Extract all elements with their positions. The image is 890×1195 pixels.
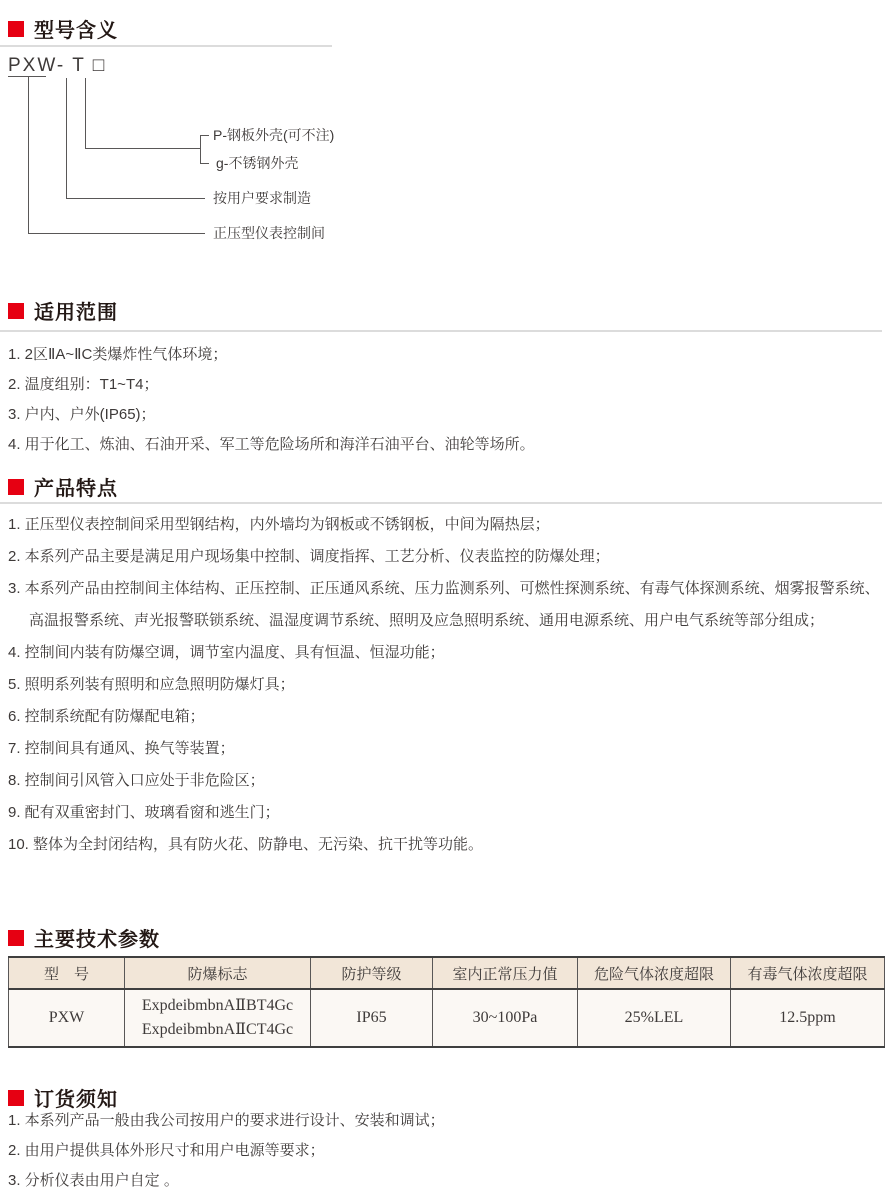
list-item: 1. 正压型仪表控制间采用型钢结构，内外墙均为钢板或不锈钢板，中间为隔热层； (8, 516, 550, 533)
list-item: 3. 分析仪表由用户自定 。 (8, 1172, 179, 1189)
pxw-branch-vertical-line (28, 76, 29, 233)
list-item: 3. 户内、户外(IP65)； (8, 406, 156, 423)
bracket-top-tick (200, 135, 209, 136)
section-title: 适用范围 (34, 302, 118, 324)
section-title: 订货须知 (34, 1089, 118, 1111)
col-header-gas-limit: 危险气体浓度超限 (578, 957, 731, 989)
cell-pressure: 30~100Pa (433, 989, 578, 1047)
list-item: 4. 控制间内装有防爆空调，调节室内温度、具有恒温、恒湿功能； (8, 644, 445, 661)
table-row (9, 989, 885, 1047)
list-item: 3. 本系列产品由控制间主体结构、正压控制、正压通风系统、压力监测系列、可燃性探测系统、有毒气体探测系统、烟雾报警系统、高温报警系统、声光报警联锁系统、温湿度调节系统、照明及应急照明系统、通用电源系统、用户电气系统等部分组成； (8, 580, 880, 629)
section-underline (0, 45, 332, 47)
red-square-bullet-icon (8, 21, 24, 37)
t-branch-horizontal-line (66, 198, 205, 199)
box-branch-horizontal-line (85, 148, 200, 149)
list-item: 7. 控制间具有通风、换气等装置； (8, 740, 235, 757)
features-list (8, 509, 882, 861)
section-header-features (8, 472, 118, 501)
branch-label-steel-shell: P-钢板外壳(可不注) (213, 127, 335, 143)
section-underline (0, 502, 882, 504)
section-title: 型号含义 (34, 20, 118, 42)
section-title: 产品特点 (34, 478, 118, 500)
col-header-protection: 防护等级 (311, 957, 433, 989)
cell-toxic-limit: 12.5ppm (731, 989, 885, 1047)
box-branch-vertical-line (85, 78, 86, 148)
pxw-underline (8, 76, 46, 77)
list-item: 9. 配有双重密封门、玻璃看窗和逃生门； (8, 804, 280, 821)
cell-gas-limit: 25%LEL (578, 989, 731, 1047)
list-item: 1. 本系列产品一般由我公司按用户的要求进行设计、安装和调试； (8, 1112, 445, 1129)
list-item: 6. 控制系统配有防爆配电箱； (8, 708, 205, 725)
ex-mark-line2: ExpdeibmbnAⅡCT4Gc (141, 1021, 294, 1038)
branch-label-pressurized-room: 正压型仪表控制间 (213, 225, 325, 241)
model-code-label: PXW- T □ (8, 55, 107, 76)
section-title: 主要技术参数 (34, 929, 160, 951)
list-item: 1. 2区ⅡA~ⅡC类爆炸性气体环境； (8, 346, 228, 363)
list-item: 5. 照明系列装有照明和应急照明防爆灯具； (8, 676, 295, 693)
red-square-bullet-icon (8, 930, 24, 946)
red-square-bullet-icon (8, 1090, 24, 1106)
scope-list (8, 340, 882, 460)
section-header-params (8, 923, 160, 952)
red-square-bullet-icon (8, 303, 24, 319)
list-item: 2. 由用户提供具体外形尺寸和用户电源等要求； (8, 1142, 325, 1159)
cell-model: PXW (9, 989, 125, 1047)
bracket-bottom-tick (200, 163, 209, 164)
list-item: 2. 温度组别：T1~T4； (8, 376, 159, 393)
list-item: 4. 用于化工、炼油、石油开采、军工等危险场所和海洋石油平台、油轮等场所。 (8, 436, 535, 453)
col-header-toxic-limit: 有毒气体浓度超限 (731, 957, 885, 989)
col-header-ex-mark: 防爆标志 (125, 957, 311, 989)
ex-mark-line1: ExpdeibmbnAⅡBT4Gc (141, 997, 294, 1014)
cell-ex-mark (125, 989, 311, 1047)
table-header-row (9, 957, 885, 989)
ordering-list (8, 1106, 882, 1195)
red-square-bullet-icon (8, 479, 24, 495)
cell-protection: IP65 (311, 989, 433, 1047)
section-underline (0, 330, 882, 332)
section-header-model (8, 14, 118, 43)
list-item: 10. 整体为全封闭结构，具有防火花、防静电、无污染、抗干扰等功能。 (8, 836, 484, 853)
section-header-scope (8, 296, 118, 325)
t-branch-vertical-line (66, 78, 67, 198)
branch-label-stainless-shell: g-不锈钢外壳 (216, 155, 299, 171)
list-item: 2. 本系列产品主要是满足用户现场集中控制、调度指挥、工艺分析、仪表监控的防爆处理； (8, 548, 610, 565)
bracket-vertical-line (200, 135, 201, 163)
col-header-model: 型 号 (9, 957, 125, 989)
model-code-diagram (0, 55, 520, 265)
pxw-branch-horizontal-line (28, 233, 205, 234)
list-item: 8. 控制间引风管入口应处于非危险区； (8, 772, 265, 789)
col-header-pressure: 室内正常压力值 (433, 957, 578, 989)
technical-parameters-table (8, 956, 885, 1048)
branch-label-custom-made: 按用户要求制造 (213, 190, 311, 206)
